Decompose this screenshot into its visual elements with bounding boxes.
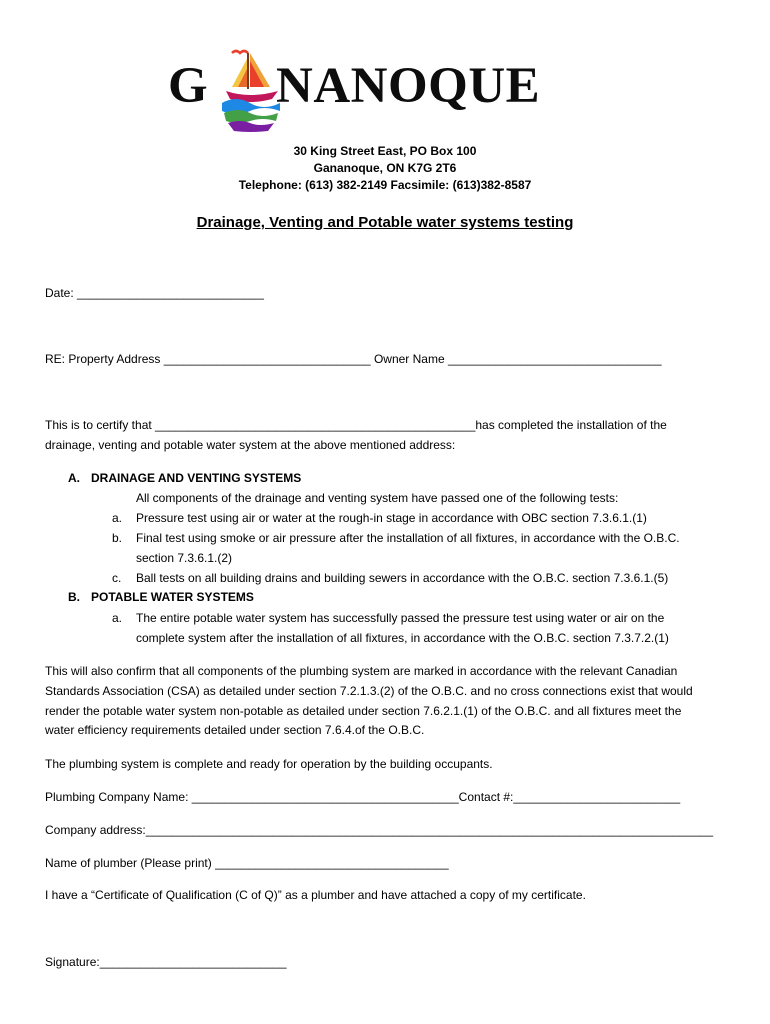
contact-line: Telephone: (613) 382-2149 Facsimile: (613)382-8587 bbox=[238, 178, 532, 192]
section-a-item-text-cont: section 7.3.6.1.(2) bbox=[136, 551, 233, 565]
section-b-item-letter: a. bbox=[112, 611, 123, 625]
section-a-item-letter: a. bbox=[112, 511, 123, 525]
plumber-name-field[interactable]: Name of plumber (Please print) ___________________________________ bbox=[45, 856, 449, 870]
confirm-line-3: render the potable water system non-potable as detailed under section 7.6.2.1.(1) of the O.B.C. and all fixtures meet the bbox=[45, 704, 682, 718]
address-line-2: Gananoque, ON K7G 2T6 bbox=[313, 161, 457, 175]
confirm-line-4: water efficiency requirements detailed under section 7.6.4.of the O.B.C. bbox=[45, 723, 425, 737]
property-owner-field[interactable]: RE: Property Address _______________________________ Owner Name ________________________________ bbox=[45, 352, 662, 366]
section-a-letter: A. bbox=[68, 471, 80, 485]
company-address-field[interactable]: Company address:_____________________________________________________________________________________ bbox=[45, 823, 713, 837]
section-a-item-text: Pressure test using air or water at the rough-in stage in accordance with OBC section 7.3.6.1.(1) bbox=[136, 511, 647, 525]
section-a-item-text: Final test using smoke or air pressure after the installation of all fixtures, in accordance with the O.B.C. bbox=[136, 531, 680, 545]
certificate-statement: I have a “Certificate of Qualification (C of Q)” as a plumber and have attached a copy of my certificate. bbox=[45, 888, 586, 902]
document-title: Drainage, Venting and Potable water systems testing bbox=[196, 214, 574, 231]
completion-statement: The plumbing system is complete and ready for operation by the building occupants. bbox=[45, 757, 493, 771]
plumbing-company-field[interactable]: Plumbing Company Name: ________________________________________Contact #:_________________________ bbox=[45, 790, 681, 804]
section-a-item-text: Ball tests on all building drains and building sewers in accordance with the O.B.C. section 7.3.6.1.(5) bbox=[136, 571, 669, 585]
section-b-letter: B. bbox=[68, 590, 80, 604]
section-b-item-text-cont: complete system after the installation of all fixtures, in accordance with the O.B.C. section 7.3.7.2.(1) bbox=[136, 631, 669, 645]
section-a-item-letter: b. bbox=[112, 531, 123, 545]
logo-text-g: G bbox=[168, 58, 209, 114]
confirm-line-1: This will also confirm that all components of the plumbing system are marked in accordance with the relevant Canadian bbox=[45, 664, 678, 678]
section-a-heading: DRAINAGE AND VENTING SYSTEMS bbox=[91, 471, 302, 485]
signature-field[interactable]: Signature:____________________________ bbox=[45, 955, 287, 969]
confirm-line-2: Standards Association (CSA) as detailed under section 7.2.1.3.(2) of the O.B.C. and no cross connections exist that would bbox=[45, 684, 693, 698]
date-field[interactable]: Date: ____________________________ bbox=[45, 286, 264, 300]
address-line-1: 30 King Street East, PO Box 100 bbox=[293, 144, 477, 158]
certify-line-1[interactable]: This is to certify that ________________________________________________has completed the installation of the bbox=[45, 418, 667, 432]
logo-text-nanoque: NANOQUE bbox=[276, 58, 541, 114]
section-a-intro: All components of the drainage and venting system have passed one of the following tests: bbox=[136, 491, 619, 505]
gananoque-logo bbox=[168, 47, 593, 133]
certify-line-2: drainage, venting and potable water system at the above mentioned address: bbox=[45, 438, 456, 452]
sailboat-logo-icon bbox=[220, 47, 282, 133]
section-b-heading: POTABLE WATER SYSTEMS bbox=[91, 590, 254, 604]
section-a-item-letter: c. bbox=[112, 571, 122, 585]
section-b-item-text: The entire potable water system has successfully passed the pressure test using water or air on the bbox=[136, 611, 665, 625]
